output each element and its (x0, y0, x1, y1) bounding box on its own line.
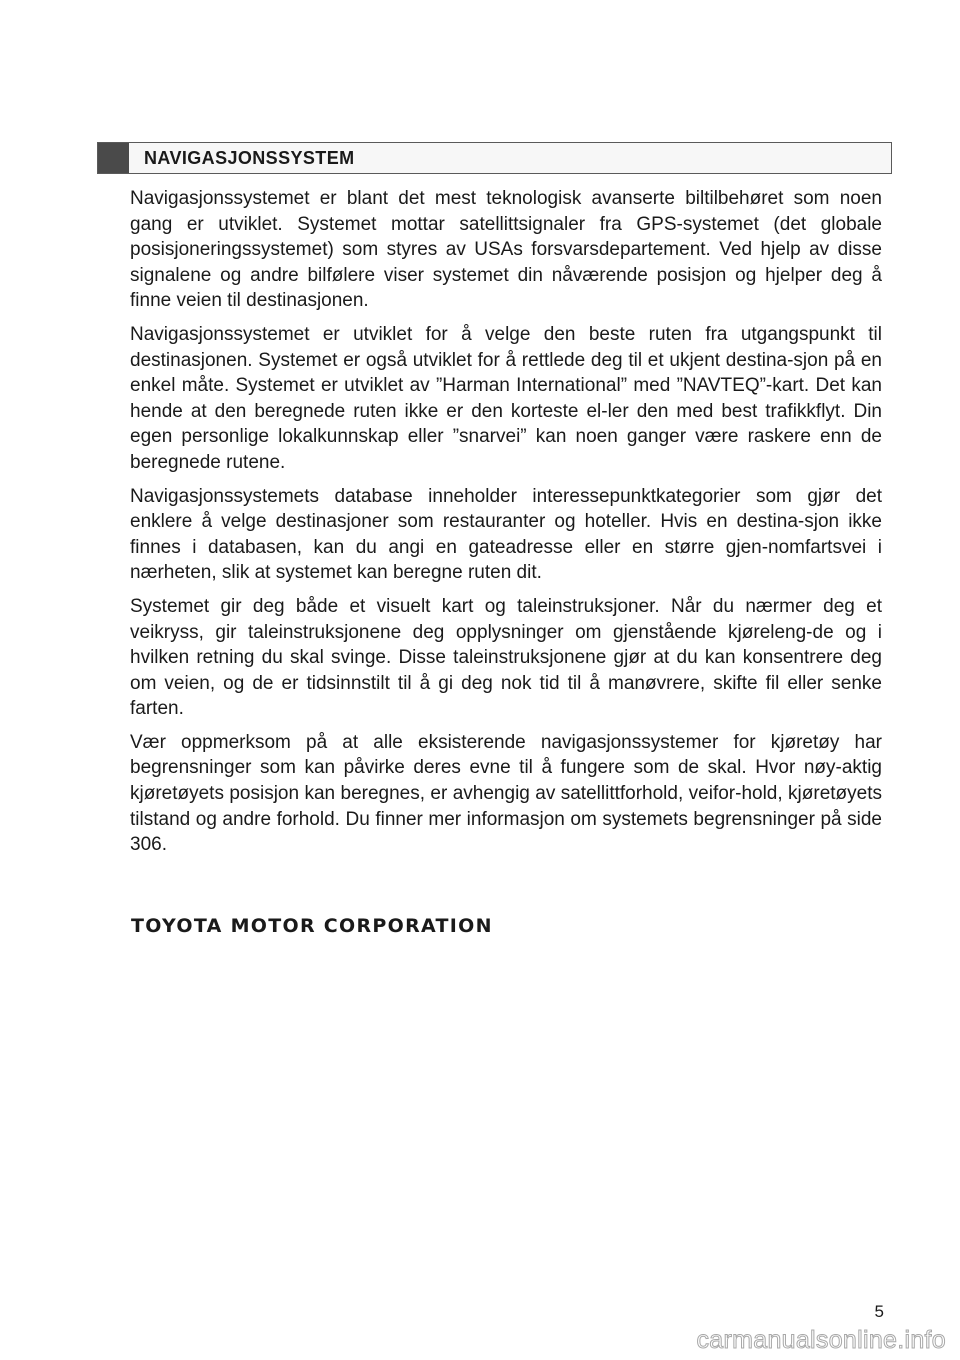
paragraph: Systemet gir deg både et visuelt kart og taleinstruksjoner. Når du nærmer deg et veikryss, gir taleinstruksjonene deg opplysninger om gjenstående kjøreleng-de og i hvilken retning du skal svinge. Disse taleinstruksjonene gjør at du kan konsentrere deg om veien, og de er tidsinnstilt til å gi deg nok tid til å manøvrere, skifte fil eller senke farten. (130, 595, 882, 720)
watermark: carmanualsonline.info (696, 1326, 946, 1354)
toyota-logo-text: TOYOTA MOTOR CORPORATION (131, 915, 493, 937)
body-text (130, 186, 882, 866)
paragraph: Navigasjonssystemet er utviklet for å velge den beste ruten fra utgangspunkt til destinasjonen. Systemet er også utviklet for å rettlede deg til et ukjent destina-sjon på en enkel måte. Systemet er utviklet av ”Harman International” med ”NAVTEQ”-kart. Det kan hende at den beregnede ruten ikke er den korteste el-ler den med best trafikkflyt. Din egen personlige lokalkunnskap eller ”snarvei” kan noen ganger være raskere enn de beregnede rutene. (130, 323, 882, 473)
paragraph: Navigasjonssystemet er blant det mest teknologisk avanserte biltilbehøret som noen gang er utviklet. Systemet mottar satellittsignaler fra GPS-systemet (det globale posisjoneringssystemet) som styres av USAs forsvarsdepartement. Ved hjelp av disse signalene og andre bilfølere viser systemet din nåværende posisjon og hjelper deg å finne veien til destinasjonen. (130, 188, 882, 312)
section-title: NAVIGASJONSSYSTEM (144, 148, 355, 168)
section-header-marker (98, 143, 129, 173)
paragraph: Navigasjonssystemets database inneholder interessepunktkategorier som gjør det enklere å velge destinasjoner som restauranter og hoteller. Hvis en destina-sjon ikke finnes i databasen, kan du angi en gateadresse eller en større gjen-nomfartsvei i nærheten, slik at systemet kan beregne ruten dit. (130, 485, 882, 584)
paragraph: Vær oppmerksom på at alle eksisterende navigasjonssystemer for kjøretøy har begrensninger som kan påvirke deres evne til å fungere som de skal. Hvor nøy-aktig kjøretøyets posisjon kan beregnes, er avhengig av satellittforhold, veifor-hold, kjøretøyets tilstand og andre forhold. Du finner mer informasjon om systemets begrensninger på side 306. (130, 731, 882, 856)
section-header (97, 142, 892, 174)
page-number: 5 (874, 1302, 884, 1321)
